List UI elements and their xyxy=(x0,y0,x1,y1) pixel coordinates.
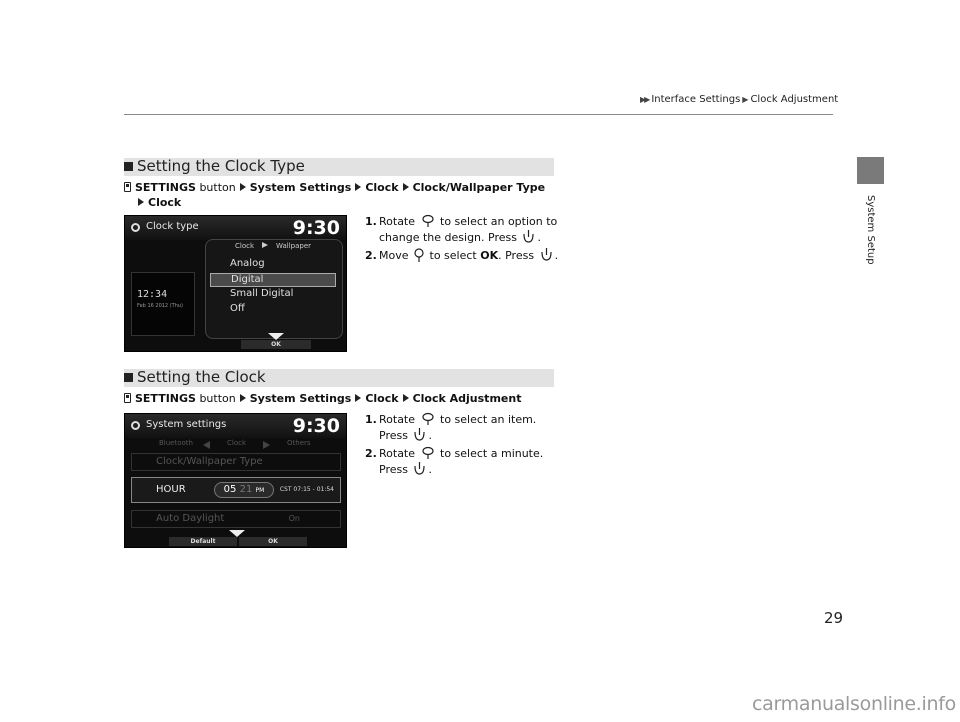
press-knob-icon xyxy=(413,428,426,442)
step-number: 2. xyxy=(365,447,377,460)
breadcrumb-item: Interface Settings xyxy=(651,94,741,105)
ampm-text: PM xyxy=(255,487,265,494)
rotate-knob-icon xyxy=(421,214,435,228)
step-text: . xyxy=(428,429,432,442)
path-item: SETTINGS xyxy=(135,181,196,194)
path-item: SETTINGS xyxy=(135,392,196,405)
tab-bluetooth[interactable]: Bluetooth xyxy=(159,439,193,447)
arrow-icon xyxy=(355,183,361,191)
ok-button[interactable]: OK xyxy=(239,537,307,546)
tab-clock[interactable]: Clock xyxy=(235,242,255,250)
minute-text: 21 xyxy=(239,484,253,495)
section-title: Setting the Clock xyxy=(137,368,266,386)
option-digital[interactable]: Digital xyxy=(210,273,336,287)
setting-value: On xyxy=(288,514,300,523)
breadcrumb-item: Clock Adjustment xyxy=(750,94,839,105)
square-bullet-icon xyxy=(124,373,133,382)
arrow-icon xyxy=(355,394,361,402)
press-knob-icon xyxy=(540,248,553,262)
path-item: Clock xyxy=(365,181,399,194)
setting-label: HOUR xyxy=(156,484,186,495)
step-bold: OK xyxy=(480,249,499,262)
step-number: 1. xyxy=(365,215,377,228)
step-text: . xyxy=(537,231,541,244)
option-analog[interactable]: Analog xyxy=(230,258,265,269)
screen-title: System settings xyxy=(146,419,227,430)
path-text: button xyxy=(199,181,236,194)
step-text: . xyxy=(554,249,559,262)
setting-row[interactable] xyxy=(131,510,341,528)
watermark: carmanualsonline.info xyxy=(752,693,956,715)
path-text: button xyxy=(199,392,236,405)
double-arrow-icon: ▶▶ xyxy=(640,95,649,104)
section-heading xyxy=(124,369,554,387)
step-text: to select xyxy=(429,249,477,262)
tab-others[interactable]: Others xyxy=(287,439,311,447)
breadcrumb xyxy=(640,94,839,105)
clock-preview xyxy=(131,272,195,336)
header-divider xyxy=(124,114,833,115)
step-item xyxy=(365,248,560,264)
chapter-tab xyxy=(857,157,884,184)
step-text: Rotate xyxy=(379,413,416,426)
path-item: Clock Adjustment xyxy=(412,392,522,405)
timezone-text: CST 07:15 - 01:54 xyxy=(279,486,334,493)
clock-type-screen xyxy=(124,215,347,352)
arrow-icon xyxy=(240,394,246,402)
screen-clock: 9:30 xyxy=(292,415,340,437)
path-item: System Settings xyxy=(249,392,352,405)
step-text: Rotate xyxy=(379,447,416,460)
path-item: System Settings xyxy=(249,181,352,194)
gear-icon xyxy=(131,421,140,430)
ok-button[interactable]: OK xyxy=(241,340,311,349)
menu-tabs xyxy=(235,242,311,250)
step-item xyxy=(365,214,560,246)
chevron-down-icon xyxy=(229,530,245,537)
arrow-left-icon xyxy=(203,441,210,449)
screen-title: Clock type xyxy=(146,221,199,232)
rotate-knob-icon xyxy=(421,412,435,426)
menu-path xyxy=(124,391,521,406)
tab-wallpaper[interactable]: Wallpaper xyxy=(276,242,312,250)
path-item: Clock xyxy=(148,196,182,209)
section-title: Setting the Clock Type xyxy=(137,157,305,175)
press-knob-icon xyxy=(413,462,426,476)
step-text: Rotate xyxy=(379,215,416,228)
step-number: 1. xyxy=(365,413,377,426)
arrow-icon xyxy=(240,183,246,191)
arrow-icon xyxy=(403,183,409,191)
move-knob-icon xyxy=(414,248,424,262)
screen-title-bar xyxy=(125,216,346,240)
rotate-knob-icon xyxy=(421,446,435,460)
option-small-digital[interactable]: Small Digital xyxy=(230,288,294,299)
press-knob-icon xyxy=(522,230,535,244)
arrow-right-icon xyxy=(263,441,270,449)
step-item xyxy=(365,412,560,444)
setting-row[interactable] xyxy=(131,453,341,471)
preview-time: 12:34 xyxy=(137,289,168,300)
option-off[interactable]: Off xyxy=(230,303,245,314)
step-text: to select a minute. Press xyxy=(379,447,544,476)
setting-label: Clock/Wallpaper Type xyxy=(156,456,263,467)
preview-date: Feb 16 2012 (Thu) xyxy=(137,303,184,309)
step-item xyxy=(365,446,560,478)
system-settings-screen xyxy=(124,413,347,548)
home-icon xyxy=(124,182,131,192)
page-number: 29 xyxy=(824,609,844,627)
setting-row-hour[interactable] xyxy=(131,477,341,503)
arrow-icon xyxy=(403,394,409,402)
square-bullet-icon xyxy=(124,162,133,171)
hour-value[interactable] xyxy=(214,482,274,498)
section-heading xyxy=(124,158,554,176)
step-text: to select an item. Press xyxy=(379,413,537,442)
screen-clock: 9:30 xyxy=(292,217,340,239)
step-number: 2. xyxy=(365,249,377,262)
step-text: Move xyxy=(379,249,409,262)
step-text: to select an option to change the design. Press xyxy=(379,215,558,244)
chapter-label-text: System Setup xyxy=(865,195,876,265)
default-button[interactable]: Default xyxy=(169,537,237,546)
step-text: . Press xyxy=(498,249,535,262)
settings-tabs xyxy=(125,438,346,451)
arrow-icon xyxy=(262,242,268,248)
hour-text: 05 xyxy=(223,484,237,495)
home-icon xyxy=(124,393,131,403)
setting-label: Auto Daylight xyxy=(156,513,225,524)
path-item: Clock xyxy=(365,392,399,405)
arrow-icon: ▶ xyxy=(742,95,749,104)
step-text: . xyxy=(428,463,432,476)
steps-list xyxy=(365,412,560,480)
gear-icon xyxy=(131,223,140,232)
chapter-label xyxy=(864,195,878,275)
tab-clock[interactable]: Clock xyxy=(227,439,247,447)
menu-path xyxy=(124,180,545,210)
screen-title-bar xyxy=(125,414,346,438)
steps-list xyxy=(365,214,560,266)
chevron-down-icon xyxy=(268,333,284,340)
arrow-icon xyxy=(138,198,144,206)
path-item: Clock/Wallpaper Type xyxy=(412,181,546,194)
